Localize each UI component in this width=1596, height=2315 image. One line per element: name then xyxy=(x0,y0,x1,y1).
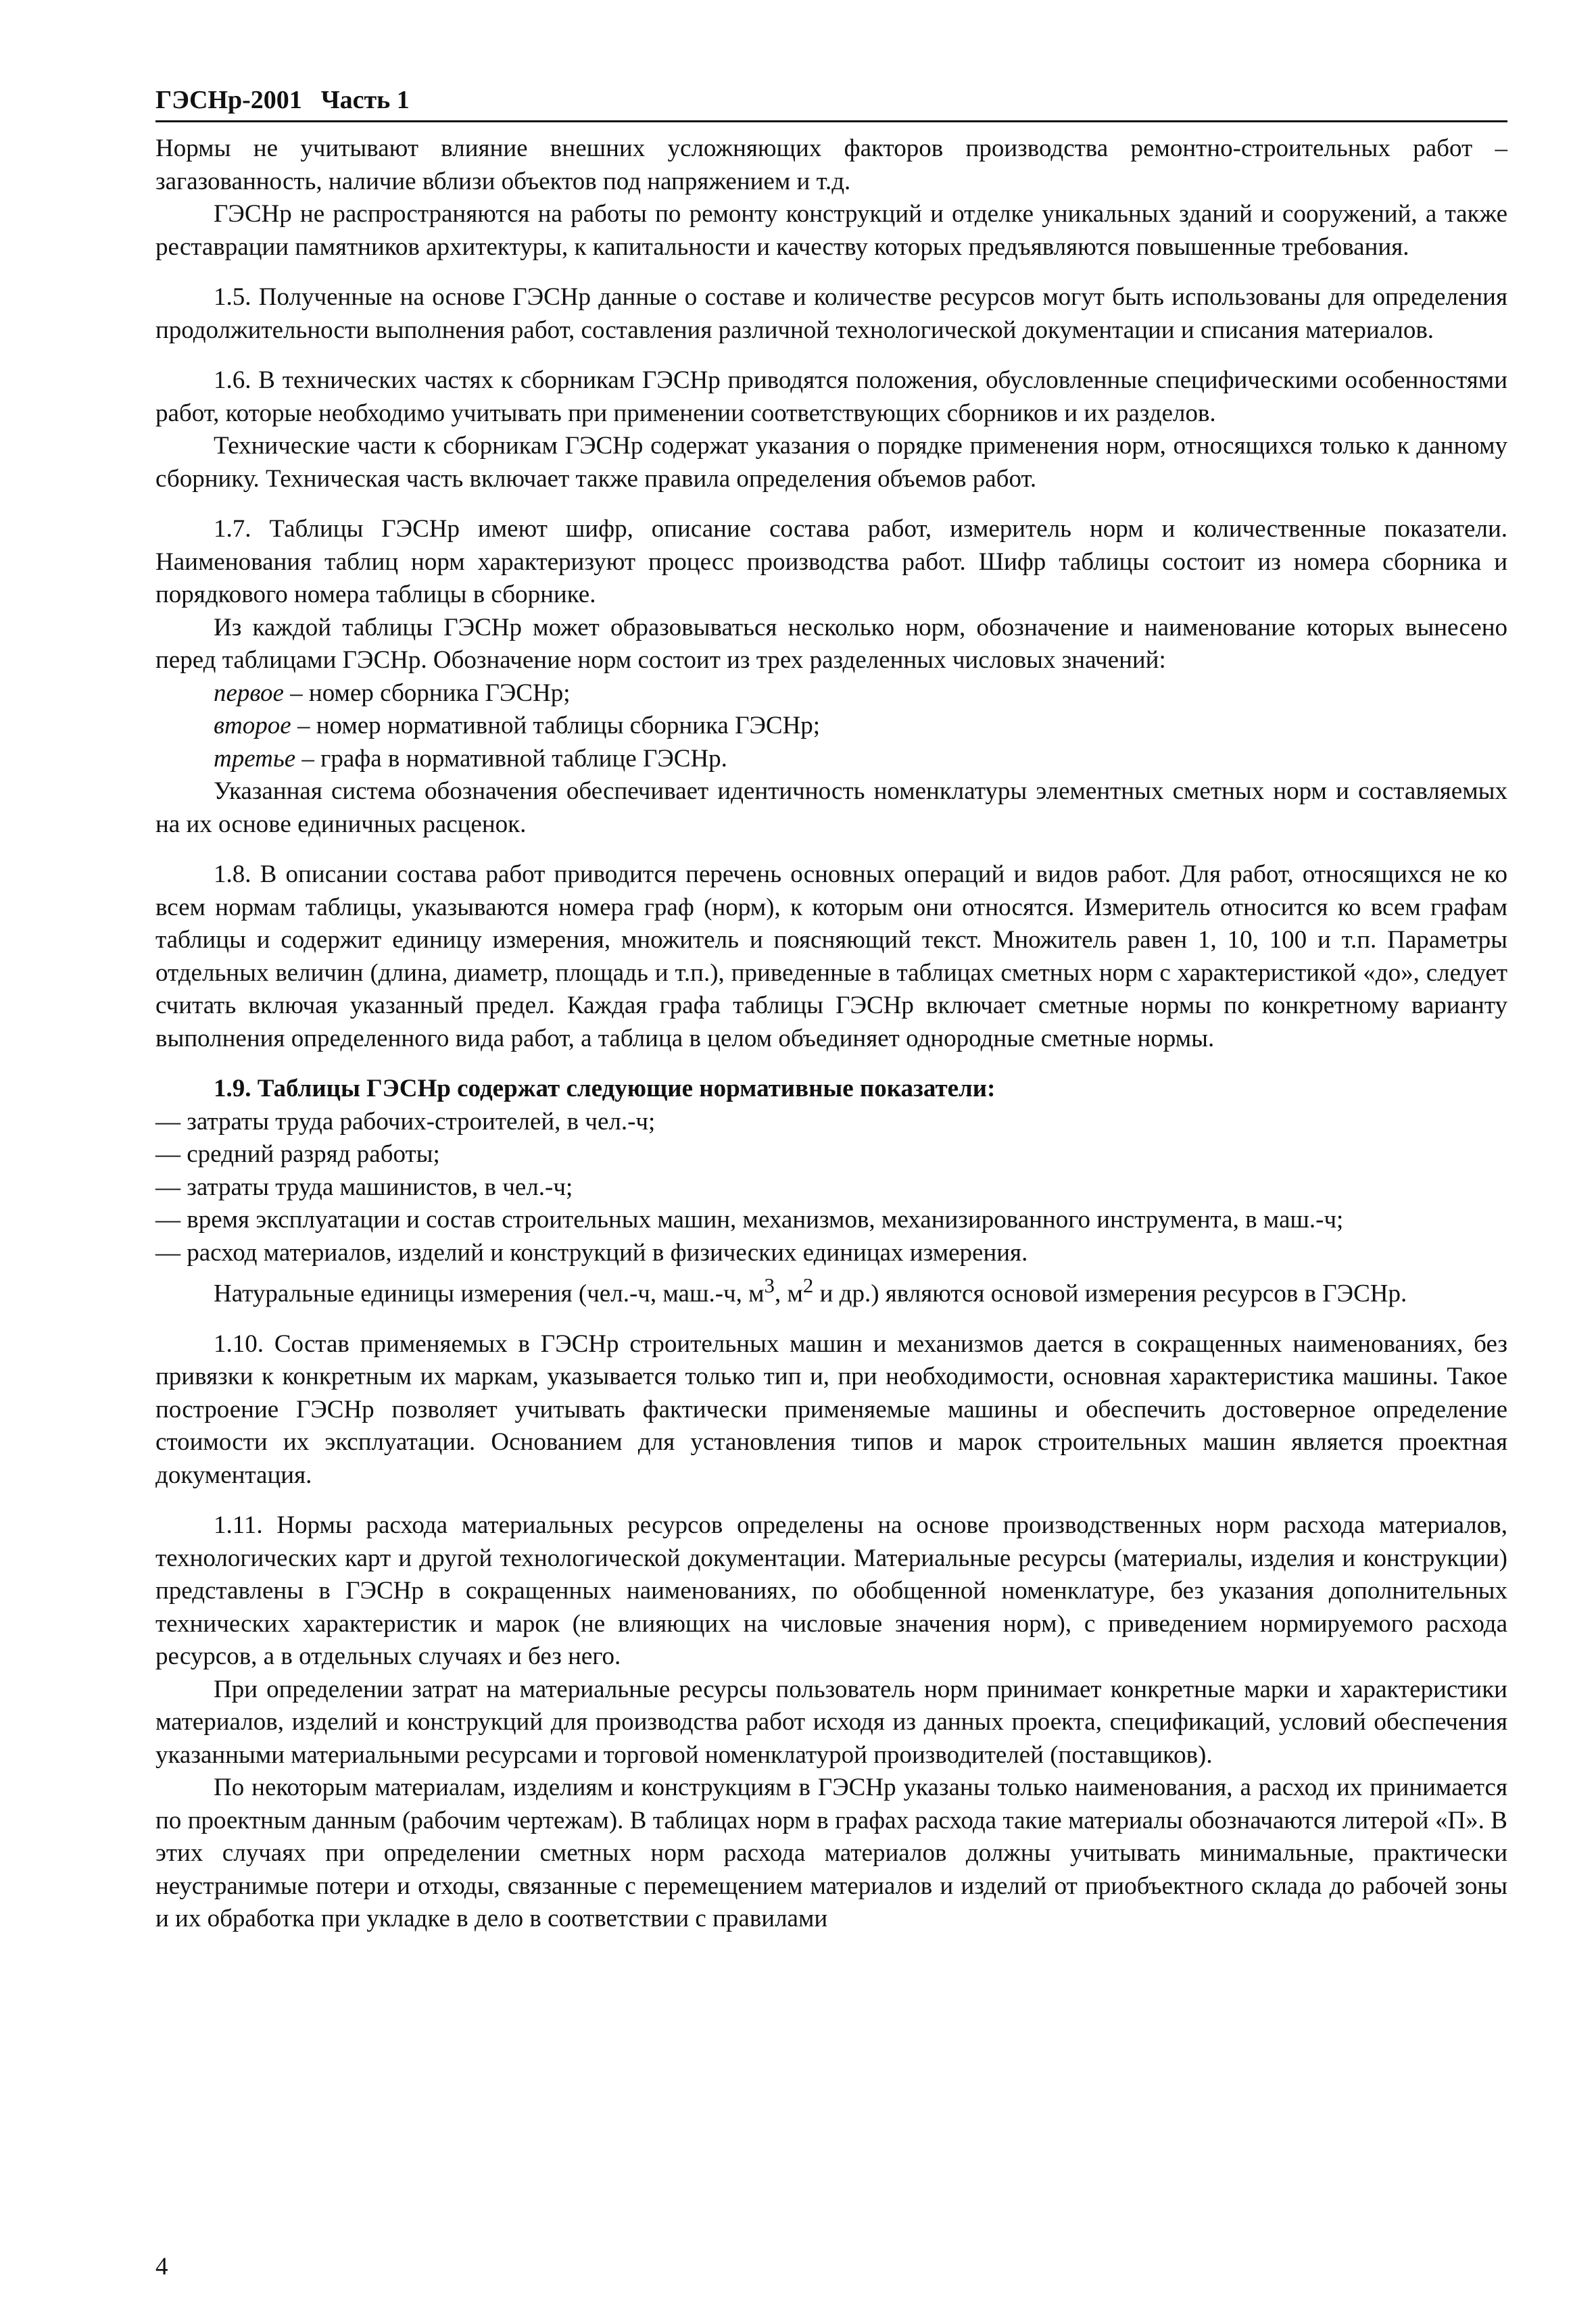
paragraph: При определении затрат на материальные ресурсы пользователь норм принимает конкретные марки и характеристики материалов, изделий и конструкций для производства работ исходя из данных проекта, спецификаций, условий обеспечения указанными материальными ресурсами и торговой номенклатурой производителей (поставщиков). xyxy=(155,1675,1507,1769)
paragraph: Указанная система обозначения обеспечивает идентичность номенклатуры элементных сметных норм и составляемых на их основе единичных расценок. xyxy=(155,777,1507,838)
running-header xyxy=(155,81,1507,122)
page-number: 4 xyxy=(155,2253,168,2281)
units-paragraph: Натуральные единицы измерения (чел.-ч, маш.-ч, $м^3$, $м^2$ и др.) являются основой измерения ресурсов в ГЭСНр. xyxy=(214,1274,1407,1308)
paragraph: Нормы не учитывают влияние внешних усложняющих факторов производства ремонтно-строительных работ – загазованность, наличие вблизи объектов под напряжением и т.д. xyxy=(155,135,1507,195)
designation-term: третье xyxy=(214,744,296,773)
paragraph: По некоторым материалам, изделиям и конструкциям в ГЭСНр указаны только наименования, а расход их принимается по проектным данным (рабочим чертежам). В таблицах норм в графах расхода такие материалы обозначаются литерой «П». В этих случаях при определении сметных норм расхода материалов должны учитывать минимальные, практически неустранимые потери и отходы, связанные с перемещением материалов и изделий от приобъектного склада до рабочей зоны и их обработка при укладке в дело в соответствии с правилами xyxy=(155,1774,1507,1933)
paragraph-1-7: 1.7. Таблицы ГЭСНр имеют шифр, описание состава работ, измеритель норм и количественные показатели. Наименования таблиц норм характеризуют процесс производства работ. Шифр таблицы состоит из номера сборника и порядкового номера таблицы в сборнике. xyxy=(155,515,1507,608)
designation-item: третье – графа в нормативной таблице ГЭСНр. xyxy=(214,744,727,773)
list-item: — средний разряд работы; xyxy=(155,1140,440,1168)
paragraph: Из каждой таблицы ГЭСНр может образовываться несколько норм, обозначение и наименование которых вынесено перед таблицами ГЭСНр. Обозначение норм состоит из трех разделенных числовых значений: xyxy=(155,613,1507,674)
paragraph-1-6: 1.6. В технических частях к сборникам ГЭСНр приводятся положения, обусловленные специфическими особенностями работ, которые необходимо учитывать при применении соответствующих сборников и их разделов. xyxy=(155,366,1507,427)
section-1-9-title: 1.9. Таблицы ГЭСНр содержат следующие нормативные показатели: xyxy=(214,1075,996,1102)
list-item: –– затраты труда рабочих-строителей, в чел.-ч; xyxy=(155,1107,656,1136)
designation-item: первое – номер сборника ГЭСНр; xyxy=(214,679,571,707)
paragraph: ГЭСНр не распространяются на работы по ремонту конструкций и отделке уникальных зданий и сооружений, а также реставрации памятников архитектуры, к капитальности и качеству которых предъявляются повышенные требования. xyxy=(155,200,1507,261)
paragraph-1-11: 1.11. Нормы расхода материальных ресурсов определены на основе производственных норм расхода материалов, технологических карт и другой технологической документации. Материальные ресурсы (материалы, изделия и конструкции) представлены в ГЭСНр в сокращенных наименованиях, по обобщенной номенклатуре, без указания дополнительных технических характеристик и марок (не влияющих на числовые значения норм), с приведением нормируемого расхода ресурсов, а в отдельных случаях и без него. xyxy=(155,1511,1507,1671)
paragraph-1-5: 1.5. Полученные на основе ГЭСНр данные о составе и количестве ресурсов могут быть использованы для определения продолжительности выполнения работ, составления различной технологической документации и списания материалов. xyxy=(155,283,1507,344)
list-item: — время эксплуатации и состав строительных машин, механизмов, механизированного инструмента, в маш.-ч; xyxy=(155,1206,1344,1234)
header-code: ГЭСНр-2001 xyxy=(155,86,302,114)
list-item: — затраты труда машинистов, в чел.-ч; xyxy=(155,1173,573,1201)
list-item: — расход материалов, изделий и конструкций в физических единицах измерения. xyxy=(155,1238,1028,1267)
designation-term: второе xyxy=(214,712,291,739)
designation-term: первое xyxy=(214,679,284,707)
designation-item: второе – номер нормативной таблицы сборника ГЭСНр; xyxy=(214,712,821,739)
paragraph: Технические части к сборникам ГЭСНр содержат указания о порядке применения норм, относящихся только к данному сборнику. Техническая часть включает также правила определения объемов работ. xyxy=(155,432,1507,493)
paragraph-1-8: 1.8. В описании состава работ приводится перечень основных операций и видов работ. Для работ, относящихся не ко всем нормам таблицы, указываются номера граф (норм), к которым они относятся. Измеритель относится ко всем графам таблицы и содержит единицу измерения, множитель и поясняющий текст. Множитель равен 1, 10, 100 и т.п. Параметры отдельных величин (длина, диаметр, площадь и т.п.), приведенные в таблицах сметных норм с характеристикой «до», следует считать включая указанный предел. Каждая графа таблицы ГЭСНр включает сметные нормы по конкретному варианту выполнения определенного вида работ, а таблица в целом объединяет однородные сметные нормы. xyxy=(155,860,1507,1052)
header-part: Часть 1 xyxy=(320,86,410,114)
body-text xyxy=(155,132,1507,1936)
paragraph-1-10: 1.10. Состав применяемых в ГЭСНр строительных машин и механизмов дается в сокращенных наименованиях, без привязки к конкретным их маркам, указывается только тип и, при необходимости, основная характеристика машины. Такое построение ГЭСНр позволяет учитывать фактически применяемые машины и обеспечить достоверное определение стоимости их эксплуатации. Основанием для установления типов и марок строительных машин является проектная документация. xyxy=(155,1330,1507,1489)
